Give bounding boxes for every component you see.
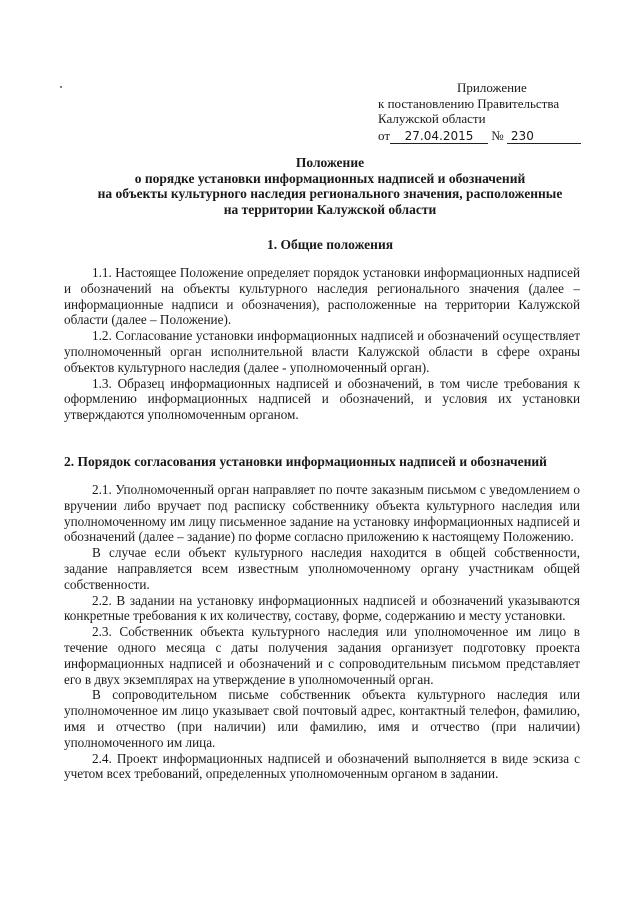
number-prefix: №: [491, 127, 504, 143]
paragraph-2-3: 2.3. Собственник объекта культурного наследия или уполномоченное им лицо в течение одного месяца с даты получения задания организует подготовку проекта информационных надписей и обозначений и с сопроводительным письмом представляет его в двух экземплярах на утверждение в уполномоченный орган.: [64, 624, 580, 687]
document-title: [40, 155, 620, 217]
stray-dot: [60, 86, 62, 88]
appendix-date-line: [378, 128, 608, 144]
decree-number: 230: [507, 130, 581, 144]
appendix-header: [378, 80, 608, 144]
section-1-body: [64, 265, 580, 423]
paragraph-2-3-note: В сопроводительном письме собственник объекта культурного наследия или уполномоченное им лицо указывает свой почтовый адрес, контактный телефон, фамилию, имя и отчество (при наличии) или фамилию, имя и отчество (при наличии) уполномоченного им лица.: [64, 687, 580, 750]
paragraph-2-1: 2.1. Уполномоченный орган направляет по почте заказным письмом с уведомлением о вручении либо вручает под расписку собственнику объекта культурного наследия или уполномоченному им лицу письменное задание на установку информационных надписей и обозначений (далее – задание) по форме согласно приложению к настоящему Положению.: [64, 482, 580, 545]
section-2-heading: 2. Порядок согласования установки информационных надписей и обозначений: [64, 454, 547, 469]
paragraph-2-4: 2.4. Проект информационных надписей и обозначений выполняется в виде эскиза с учетом всех требований, определенных уполномоченным органом в задании.: [64, 750, 580, 782]
title-line-2: о порядке установки информационных надписей и обозначений: [134, 170, 526, 186]
paragraph-1-3: 1.3. Образец информационных надписей и обозначений, в том числе требования к оформлению информационных надписей и обозначений, и условия их установки утверждаются уполномоченным органом.: [64, 375, 580, 423]
title-line-3: на объекты культурного наследия регионального значения, расположенные: [97, 186, 563, 201]
appendix-title: Приложение: [457, 80, 527, 95]
date-prefix: от: [378, 127, 391, 143]
decree-date: 27.04.2015: [390, 130, 488, 144]
section-2-body: [64, 482, 580, 782]
section-1-heading: 1. Общие положения: [266, 237, 394, 252]
appendix-region: Калужской области: [378, 111, 486, 126]
appendix-reference: к постановлению Правительства: [378, 95, 560, 111]
paragraph-1-2: 1.2. Согласование установки информационных надписей и обозначений осуществляет уполномоченный орган исполнительной власти Калужской области в сфере охраны объектов культурного наследия (далее - уполномоченный орган).: [64, 328, 580, 375]
title-line-4: на территории Калужской области: [223, 201, 437, 217]
paragraph-1-1: 1.1. Настоящее Положение определяет порядок установки информационных надписей и обозначений на объекты культурного наследия регионального значения (далее – информационные надписи и обозначения), расположенные на территории Калужской области (далее – Положение).: [64, 265, 580, 328]
title-line-1: Положение: [295, 155, 365, 170]
paragraph-2-1-note: В случае если объект культурного наследия находится в общей собственности, задание направляется всем известным уполномоченному органу участникам общей собственности.: [64, 545, 580, 592]
paragraph-2-2: 2.2. В задании на установку информационных надписей и обозначений указываются конкретные требования к их количеству, составу, форме, содержанию и месту установки.: [64, 592, 580, 624]
